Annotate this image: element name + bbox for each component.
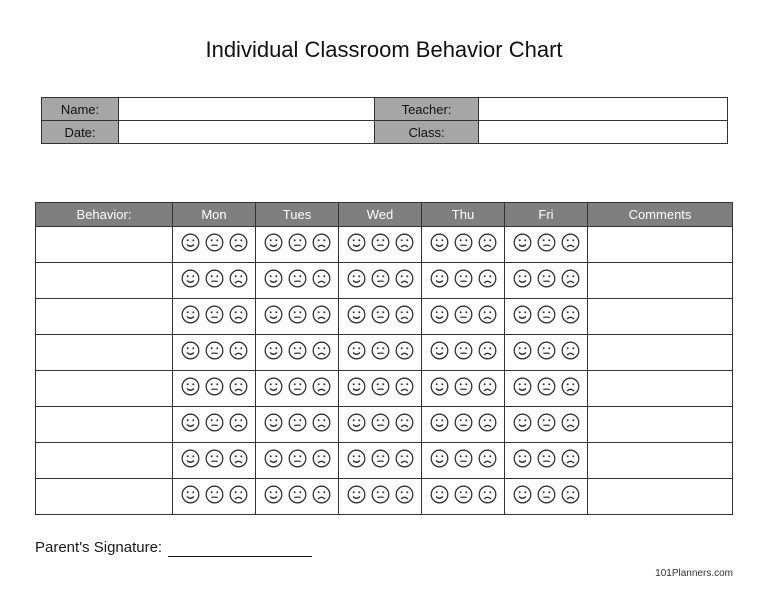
frowny-face-icon[interactable]	[395, 233, 414, 252]
day-rating-cell	[256, 299, 339, 335]
table-row	[36, 227, 733, 263]
behavior-cell[interactable]	[36, 335, 173, 371]
neutral-face-icon[interactable]	[205, 305, 224, 324]
day-rating-cell	[339, 263, 422, 299]
teacher-field[interactable]	[479, 98, 728, 121]
neutral-face-icon[interactable]	[537, 485, 556, 504]
smiley-face-icon[interactable]	[513, 413, 532, 432]
smiley-face-icon[interactable]	[513, 341, 532, 360]
face-group	[430, 377, 497, 396]
neutral-face-icon[interactable]	[288, 449, 307, 468]
table-header-row	[36, 203, 733, 227]
signature-line[interactable]	[168, 540, 312, 557]
smiley-face-icon[interactable]	[347, 305, 366, 324]
behavior-cell[interactable]	[36, 479, 173, 515]
smiley-face-icon[interactable]	[347, 413, 366, 432]
comments-cell[interactable]	[588, 407, 733, 443]
face-group	[264, 269, 331, 288]
day-rating-cell	[256, 335, 339, 371]
neutral-face-icon[interactable]	[537, 341, 556, 360]
face-group	[264, 233, 331, 252]
smiley-face-icon[interactable]	[347, 233, 366, 252]
smiley-face-icon[interactable]	[347, 485, 366, 504]
face-group	[430, 305, 497, 324]
frowny-face-icon[interactable]	[478, 341, 497, 360]
smiley-face-icon[interactable]	[181, 485, 200, 504]
neutral-face-icon[interactable]	[537, 305, 556, 324]
neutral-face-icon[interactable]	[537, 413, 556, 432]
frowny-face-icon[interactable]	[561, 233, 580, 252]
date-label: Date:	[42, 121, 119, 144]
behavior-table	[35, 202, 733, 515]
neutral-face-icon[interactable]	[288, 485, 307, 504]
neutral-face-icon[interactable]	[288, 305, 307, 324]
frowny-face-icon[interactable]	[229, 413, 248, 432]
day-rating-cell	[173, 443, 256, 479]
day-rating-cell	[173, 227, 256, 263]
class-field[interactable]	[479, 121, 728, 144]
neutral-face-icon[interactable]	[454, 233, 473, 252]
day-rating-cell	[173, 263, 256, 299]
face-group	[430, 413, 497, 432]
smiley-face-icon[interactable]	[430, 341, 449, 360]
day-rating-cell	[173, 299, 256, 335]
face-group	[347, 341, 414, 360]
day-rating-cell	[173, 479, 256, 515]
face-group	[347, 413, 414, 432]
smiley-face-icon[interactable]	[430, 413, 449, 432]
smiley-face-icon[interactable]	[264, 413, 283, 432]
teacher-label: Teacher:	[375, 98, 479, 121]
class-label: Class:	[375, 121, 479, 144]
smiley-face-icon[interactable]	[181, 341, 200, 360]
day-rating-cell	[505, 263, 588, 299]
table-row	[36, 335, 733, 371]
column-header: Fri	[505, 203, 588, 227]
frowny-face-icon[interactable]	[478, 377, 497, 396]
day-rating-cell	[339, 443, 422, 479]
day-rating-cell	[422, 479, 505, 515]
neutral-face-icon[interactable]	[205, 413, 224, 432]
face-group	[513, 449, 580, 468]
table-body	[36, 227, 733, 515]
smiley-face-icon[interactable]	[347, 377, 366, 396]
day-rating-cell	[422, 263, 505, 299]
frowny-face-icon[interactable]	[229, 449, 248, 468]
face-group	[430, 341, 497, 360]
smiley-face-icon[interactable]	[513, 233, 532, 252]
name-label: Name:	[42, 98, 119, 121]
day-rating-cell	[339, 227, 422, 263]
behavior-cell[interactable]	[36, 227, 173, 263]
neutral-face-icon[interactable]	[371, 233, 390, 252]
comments-cell[interactable]	[588, 443, 733, 479]
neutral-face-icon[interactable]	[454, 485, 473, 504]
frowny-face-icon[interactable]	[229, 233, 248, 252]
day-rating-cell	[256, 479, 339, 515]
neutral-face-icon[interactable]	[454, 377, 473, 396]
neutral-face-icon[interactable]	[537, 233, 556, 252]
neutral-face-icon[interactable]	[288, 413, 307, 432]
neutral-face-icon[interactable]	[537, 377, 556, 396]
smiley-face-icon[interactable]	[513, 305, 532, 324]
neutral-face-icon[interactable]	[205, 485, 224, 504]
signature-label: Parent's Signature:	[35, 539, 163, 556]
smiley-face-icon[interactable]	[513, 269, 532, 288]
day-rating-cell	[256, 407, 339, 443]
neutral-face-icon[interactable]	[205, 341, 224, 360]
day-rating-cell	[505, 407, 588, 443]
day-rating-cell	[505, 299, 588, 335]
frowny-face-icon[interactable]	[561, 341, 580, 360]
neutral-face-icon[interactable]	[454, 449, 473, 468]
smiley-face-icon[interactable]	[264, 485, 283, 504]
frowny-face-icon[interactable]	[395, 449, 414, 468]
smiley-face-icon[interactable]	[430, 449, 449, 468]
frowny-face-icon[interactable]	[478, 305, 497, 324]
behavior-cell[interactable]	[36, 443, 173, 479]
smiley-face-icon[interactable]	[430, 377, 449, 396]
face-group	[181, 341, 248, 360]
neutral-face-icon[interactable]	[371, 413, 390, 432]
face-group	[430, 233, 497, 252]
neutral-face-icon[interactable]	[454, 341, 473, 360]
column-header: Tues	[256, 203, 339, 227]
day-rating-cell	[173, 335, 256, 371]
face-group	[513, 305, 580, 324]
column-header: Behavior:	[36, 203, 173, 227]
frowny-face-icon[interactable]	[561, 485, 580, 504]
day-rating-cell	[505, 371, 588, 407]
frowny-face-icon[interactable]	[312, 269, 331, 288]
column-header: Comments	[588, 203, 733, 227]
column-header: Mon	[173, 203, 256, 227]
frowny-face-icon[interactable]	[312, 377, 331, 396]
behavior-cell[interactable]	[36, 263, 173, 299]
face-group	[181, 413, 248, 432]
neutral-face-icon[interactable]	[205, 269, 224, 288]
face-group	[347, 377, 414, 396]
face-group	[181, 449, 248, 468]
frowny-face-icon[interactable]	[395, 485, 414, 504]
frowny-face-icon[interactable]	[229, 377, 248, 396]
smiley-face-icon[interactable]	[181, 413, 200, 432]
neutral-face-icon[interactable]	[371, 305, 390, 324]
frowny-face-icon[interactable]	[478, 233, 497, 252]
neutral-face-icon[interactable]	[537, 449, 556, 468]
day-rating-cell	[173, 407, 256, 443]
day-rating-cell	[505, 227, 588, 263]
day-rating-cell	[422, 371, 505, 407]
comments-cell[interactable]	[588, 299, 733, 335]
frowny-face-icon[interactable]	[312, 233, 331, 252]
table-row	[36, 443, 733, 479]
neutral-face-icon[interactable]	[205, 233, 224, 252]
frowny-face-icon[interactable]	[395, 341, 414, 360]
face-group	[430, 269, 497, 288]
smiley-face-icon[interactable]	[430, 233, 449, 252]
smiley-face-icon[interactable]	[181, 269, 200, 288]
face-group	[513, 377, 580, 396]
date-field[interactable]	[119, 121, 375, 144]
face-group	[513, 233, 580, 252]
smiley-face-icon[interactable]	[264, 341, 283, 360]
day-rating-cell	[339, 335, 422, 371]
face-group	[181, 305, 248, 324]
day-rating-cell	[339, 371, 422, 407]
smiley-face-icon[interactable]	[347, 449, 366, 468]
face-group	[347, 269, 414, 288]
column-header: Wed	[339, 203, 422, 227]
day-rating-cell	[256, 371, 339, 407]
behavior-cell[interactable]	[36, 407, 173, 443]
neutral-face-icon[interactable]	[454, 413, 473, 432]
page-title: Individual Classroom Behavior Chart	[205, 37, 563, 62]
frowny-face-icon[interactable]	[561, 305, 580, 324]
smiley-face-icon[interactable]	[181, 233, 200, 252]
day-rating-cell	[505, 335, 588, 371]
neutral-face-icon[interactable]	[288, 341, 307, 360]
face-group	[264, 485, 331, 504]
neutral-face-icon[interactable]	[371, 269, 390, 288]
frowny-face-icon[interactable]	[561, 377, 580, 396]
smiley-face-icon[interactable]	[430, 305, 449, 324]
face-group	[181, 233, 248, 252]
neutral-face-icon[interactable]	[371, 377, 390, 396]
face-group	[181, 485, 248, 504]
frowny-face-icon[interactable]	[395, 269, 414, 288]
frowny-face-icon[interactable]	[395, 377, 414, 396]
neutral-face-icon[interactable]	[371, 485, 390, 504]
neutral-face-icon[interactable]	[454, 305, 473, 324]
face-group	[264, 413, 331, 432]
frowny-face-icon[interactable]	[229, 305, 248, 324]
behavior-cell[interactable]	[36, 299, 173, 335]
smiley-face-icon[interactable]	[264, 305, 283, 324]
smiley-face-icon[interactable]	[181, 305, 200, 324]
neutral-face-icon[interactable]	[371, 449, 390, 468]
face-group	[181, 269, 248, 288]
frowny-face-icon[interactable]	[229, 485, 248, 504]
day-rating-cell	[339, 299, 422, 335]
frowny-face-icon[interactable]	[395, 413, 414, 432]
comments-cell[interactable]	[588, 335, 733, 371]
smiley-face-icon[interactable]	[513, 449, 532, 468]
table-row	[36, 299, 733, 335]
face-group	[264, 377, 331, 396]
neutral-face-icon[interactable]	[205, 377, 224, 396]
day-rating-cell	[422, 407, 505, 443]
smiley-face-icon[interactable]	[347, 269, 366, 288]
day-rating-cell	[505, 443, 588, 479]
day-rating-cell	[422, 227, 505, 263]
day-rating-cell	[173, 371, 256, 407]
frowny-face-icon[interactable]	[395, 305, 414, 324]
face-group	[264, 305, 331, 324]
frowny-face-icon[interactable]	[312, 485, 331, 504]
neutral-face-icon[interactable]	[205, 449, 224, 468]
frowny-face-icon[interactable]	[229, 341, 248, 360]
day-rating-cell	[256, 443, 339, 479]
column-header: Thu	[422, 203, 505, 227]
neutral-face-icon[interactable]	[288, 269, 307, 288]
day-rating-cell	[422, 299, 505, 335]
parent-signature	[35, 539, 312, 557]
face-group	[264, 341, 331, 360]
face-group	[430, 449, 497, 468]
smiley-face-icon[interactable]	[264, 233, 283, 252]
behavior-cell[interactable]	[36, 371, 173, 407]
frowny-face-icon[interactable]	[312, 341, 331, 360]
face-group	[347, 485, 414, 504]
face-group	[513, 413, 580, 432]
face-group	[430, 485, 497, 504]
day-rating-cell	[256, 263, 339, 299]
smiley-face-icon[interactable]	[430, 485, 449, 504]
smiley-face-icon[interactable]	[181, 449, 200, 468]
smiley-face-icon[interactable]	[513, 485, 532, 504]
frowny-face-icon[interactable]	[229, 269, 248, 288]
frowny-face-icon[interactable]	[561, 269, 580, 288]
neutral-face-icon[interactable]	[288, 233, 307, 252]
frowny-face-icon[interactable]	[312, 305, 331, 324]
smiley-face-icon[interactable]	[264, 269, 283, 288]
frowny-face-icon[interactable]	[312, 413, 331, 432]
neutral-face-icon[interactable]	[371, 341, 390, 360]
comments-cell[interactable]	[588, 263, 733, 299]
frowny-face-icon[interactable]	[478, 269, 497, 288]
comments-cell[interactable]	[588, 227, 733, 263]
neutral-face-icon[interactable]	[288, 377, 307, 396]
smiley-face-icon[interactable]	[513, 377, 532, 396]
brand-footer: 101Planners.com	[655, 568, 733, 579]
frowny-face-icon[interactable]	[478, 485, 497, 504]
frowny-face-icon[interactable]	[561, 449, 580, 468]
smiley-face-icon[interactable]	[347, 341, 366, 360]
info-table	[41, 97, 728, 144]
frowny-face-icon[interactable]	[478, 413, 497, 432]
day-rating-cell	[505, 479, 588, 515]
table-row	[36, 263, 733, 299]
day-rating-cell	[339, 407, 422, 443]
face-group	[347, 305, 414, 324]
day-rating-cell	[339, 479, 422, 515]
face-group	[347, 233, 414, 252]
face-group	[264, 449, 331, 468]
face-group	[513, 341, 580, 360]
neutral-face-icon[interactable]	[454, 269, 473, 288]
day-rating-cell	[422, 335, 505, 371]
day-rating-cell	[256, 227, 339, 263]
face-group	[513, 269, 580, 288]
smiley-face-icon[interactable]	[264, 449, 283, 468]
table-row	[36, 371, 733, 407]
frowny-face-icon[interactable]	[561, 413, 580, 432]
neutral-face-icon[interactable]	[537, 269, 556, 288]
comments-cell[interactable]	[588, 479, 733, 515]
day-rating-cell	[422, 443, 505, 479]
comments-cell[interactable]	[588, 371, 733, 407]
face-group	[347, 449, 414, 468]
table-row	[36, 479, 733, 515]
face-group	[181, 377, 248, 396]
name-field[interactable]	[119, 98, 375, 121]
smiley-face-icon[interactable]	[430, 269, 449, 288]
face-group	[513, 485, 580, 504]
table-row	[36, 407, 733, 443]
smiley-face-icon[interactable]	[264, 377, 283, 396]
frowny-face-icon[interactable]	[478, 449, 497, 468]
frowny-face-icon[interactable]	[312, 449, 331, 468]
smiley-face-icon[interactable]	[181, 377, 200, 396]
